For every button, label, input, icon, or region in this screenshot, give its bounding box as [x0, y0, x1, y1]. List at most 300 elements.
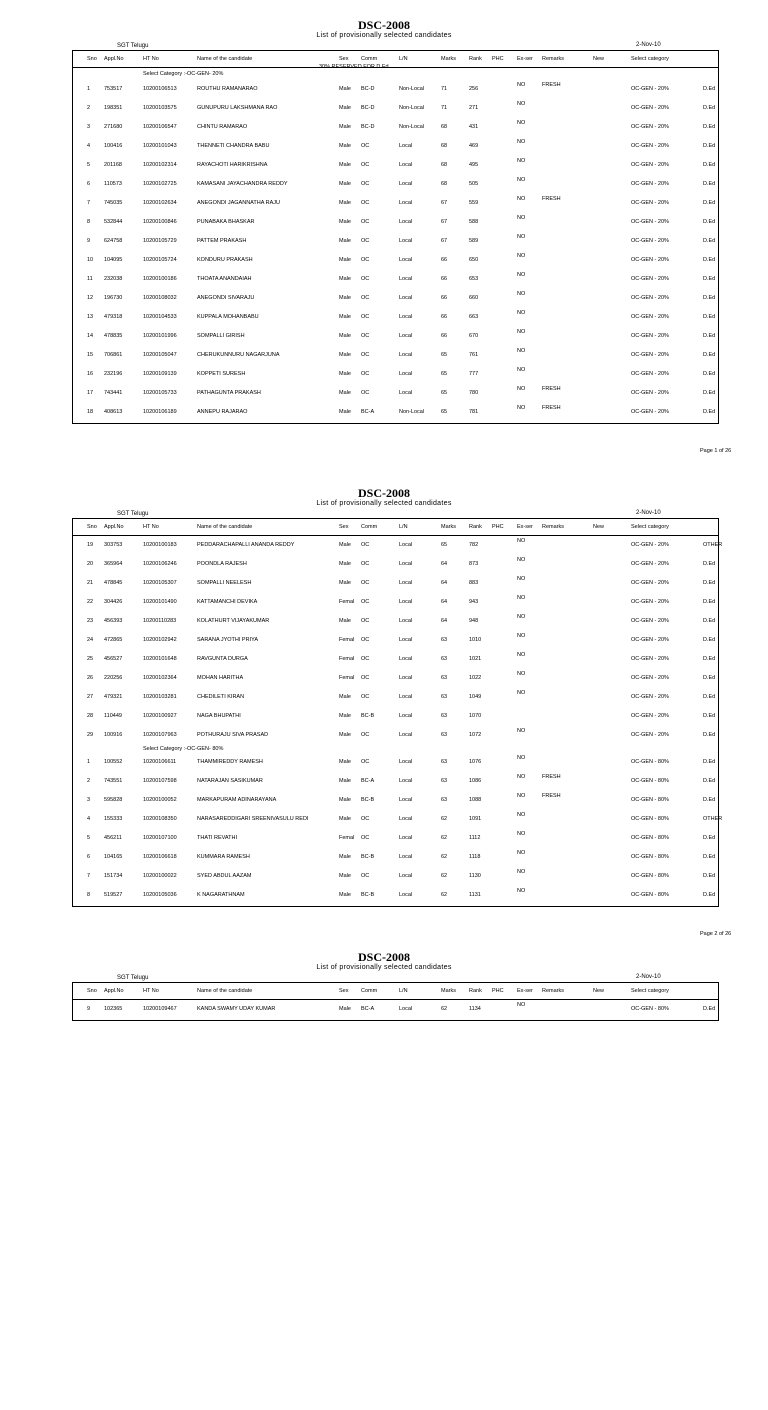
table-row[interactable]	[73, 612, 718, 631]
cell-rank: 1049	[469, 694, 482, 700]
cell-sex: Male	[339, 1006, 351, 1012]
cell-ex-ser: NO	[517, 812, 526, 818]
cell-ht-no: 10200105729	[143, 238, 177, 244]
cell-name: PATHAGUNTA PRAKASH	[197, 390, 261, 396]
cell-ex-ser: NO	[517, 633, 526, 639]
cell-rank: 782	[469, 542, 479, 548]
cell-qualification: D.Ed	[703, 238, 716, 244]
cell-marks: 62	[441, 835, 448, 841]
cell-comm: OC	[361, 656, 370, 662]
cell-comm: OC	[361, 835, 370, 841]
cell-sex: Male	[339, 561, 351, 567]
cell-ex-ser: NO	[517, 557, 526, 563]
cell-local: Local	[399, 162, 413, 168]
cell-appl-no: 155333	[104, 816, 123, 822]
cell-comm: BC-D	[361, 105, 375, 111]
table-row[interactable]	[73, 232, 718, 251]
cell-ex-ser: NO	[517, 850, 526, 856]
cell-sex: Male	[339, 873, 351, 879]
cell-rank: 761	[469, 352, 479, 358]
cell-local: Non-Local	[399, 124, 425, 130]
cell-comm: OC	[361, 333, 370, 339]
cell-comm: BC-D	[361, 124, 375, 130]
cell-rank: 1086	[469, 778, 482, 784]
page-title: DSC-2008	[357, 18, 410, 32]
cell-remarks: FRESH	[542, 774, 561, 780]
table-row[interactable]	[73, 346, 718, 365]
cell-rank: 1021	[469, 656, 482, 662]
cell-sno: 7	[87, 873, 91, 879]
cell-select-category: OC-GEN - 20%	[631, 580, 669, 586]
cell-ex-ser: NO	[517, 291, 526, 297]
cell-marks: 64	[441, 580, 448, 586]
column-header-sex: Sex	[339, 524, 349, 530]
cell-local: Local	[399, 835, 413, 841]
cell-name: KATTAMANCHI DEVIKA	[197, 599, 258, 605]
cell-select-category: OC-GEN - 20%	[631, 181, 669, 187]
column-header-sno: Sno	[87, 56, 97, 62]
cell-comm: OC	[361, 371, 370, 377]
cell-name: ANEGONDI SIVARAJU	[197, 295, 255, 301]
cell-comm: OC	[361, 694, 370, 700]
cell-select-category: OC-GEN - 20%	[631, 542, 669, 548]
cell-select-category: OC-GEN - 20%	[631, 314, 669, 320]
cell-appl-no: 232038	[104, 276, 123, 282]
cell-qualification: D.Ed	[703, 694, 716, 700]
cell-sex: Male	[339, 181, 351, 187]
cell-sex: Male	[339, 371, 351, 377]
cell-marks: 66	[441, 333, 448, 339]
cell-select-category: OC-GEN - 20%	[631, 162, 669, 168]
cell-rank: 1118	[469, 854, 481, 860]
column-header-exser: Ex-ser	[517, 56, 533, 62]
cell-local: Local	[399, 200, 413, 206]
table-row[interactable]	[73, 536, 723, 555]
table-row[interactable]	[73, 156, 718, 175]
table-row[interactable]	[73, 384, 718, 403]
cell-ex-ser: NO	[517, 196, 526, 202]
cell-select-category: OC-GEN - 20%	[631, 200, 669, 206]
cell-sno: 4	[87, 816, 91, 822]
cell-appl-no: 595828	[104, 797, 123, 803]
cell-sex: Male	[339, 219, 351, 225]
cell-name: NARASAREDDIGARI SREENIVASULU REDI	[197, 816, 309, 822]
cell-name: SYED ABDUL AAZAM	[197, 873, 252, 879]
table-row[interactable]	[73, 99, 718, 118]
table-row[interactable]	[73, 175, 718, 194]
cell-ht-no: 10200104533	[143, 314, 177, 320]
date-label: 2-Nov-10	[636, 510, 661, 516]
column-header-remarks: Remarks	[542, 988, 565, 994]
cell-ht-no: 10200105733	[143, 390, 177, 396]
cell-appl-no: 100416	[104, 143, 123, 149]
table-row[interactable]	[73, 650, 718, 669]
table-row[interactable]	[73, 669, 718, 688]
cell-remarks: FRESH	[542, 793, 561, 799]
cell-select-category: OC-GEN - 20%	[631, 599, 669, 605]
cell-local: Non-Local	[399, 105, 425, 111]
page-number: Page 1 of 26	[700, 448, 732, 454]
cell-ht-no: 10200101648	[143, 656, 177, 662]
cell-appl-no: 110449	[104, 713, 122, 719]
cell-ht-no: 10200102364	[143, 675, 177, 681]
cell-local: Local	[399, 854, 413, 860]
cell-sno: 5	[87, 162, 91, 168]
cell-ht-no: 10200100186	[143, 276, 177, 282]
cell-appl-no: 220256	[104, 675, 123, 681]
column-header-new: New	[593, 988, 605, 994]
cell-name: NAGA BHUPATHI	[197, 713, 241, 719]
cell-name: MARKAPURAM ADINARAYANA	[197, 797, 277, 803]
cell-marks: 62	[441, 854, 448, 860]
cell-select-category: OC-GEN - 20%	[631, 333, 669, 339]
cell-name: KONDURU PRAKASH	[197, 257, 253, 263]
cell-rank: 1130	[469, 873, 481, 879]
cell-ex-ser: NO	[517, 348, 526, 354]
table-row[interactable]	[73, 308, 718, 327]
cell-ht-no: 10200107598	[143, 778, 177, 784]
cell-comm: BC-A	[361, 1006, 375, 1012]
cell-sno: 22	[87, 599, 94, 605]
table-row[interactable]	[73, 688, 718, 707]
column-header-comm: Comm	[361, 56, 378, 62]
cell-comm: OC	[361, 276, 370, 282]
cell-marks: 64	[441, 599, 448, 605]
cell-appl-no: 198351	[104, 105, 123, 111]
cell-comm: BC-B	[361, 892, 375, 898]
cell-select-category: OC-GEN - 20%	[631, 409, 669, 415]
cell-ht-no: 10200106547	[143, 124, 177, 130]
table-row[interactable]	[73, 574, 718, 593]
cell-qualification: D.Ed	[703, 1006, 716, 1012]
cell-sex: Male	[339, 333, 351, 339]
cell-ex-ser: NO	[517, 728, 526, 734]
cell-comm: OC	[361, 816, 370, 822]
cell-sex: Male	[339, 200, 351, 206]
cell-marks: 62	[441, 892, 448, 898]
column-header-exser: Ex-ser	[517, 988, 533, 994]
table-row[interactable]	[73, 772, 718, 791]
cell-comm: OC	[361, 181, 370, 187]
cell-name: PATTEM PRAKASH	[197, 238, 247, 244]
cell-ex-ser: NO	[517, 614, 526, 620]
cell-appl-no: 532844	[104, 219, 123, 225]
page-subtitle: List of provisionally selected candidates	[316, 500, 452, 507]
cell-comm: OC	[361, 352, 370, 358]
column-header-selcat: Select category	[631, 56, 669, 62]
cell-ex-ser: NO	[517, 158, 526, 164]
cell-appl-no: 456393	[104, 618, 123, 624]
cell-rank: 1091	[469, 816, 482, 822]
cell-marks: 66	[441, 314, 448, 320]
cell-qualification: D.Ed	[703, 732, 716, 738]
table-row[interactable]	[73, 289, 718, 308]
cell-comm: OC	[361, 219, 370, 225]
table-row[interactable]	[73, 810, 723, 829]
cell-ht-no: 10200106611	[143, 759, 177, 765]
cell-qualification: D.Ed	[703, 854, 716, 860]
cell-name: KAMASANI JAYACHANDRA REDDY	[197, 181, 288, 187]
cell-sno: 6	[87, 854, 91, 860]
table-row[interactable]	[73, 137, 718, 156]
cell-ht-no: 10200110283	[143, 618, 177, 624]
cell-marks: 67	[441, 200, 448, 206]
cell-rank: 781	[469, 409, 479, 415]
cell-comm: BC-A	[361, 409, 375, 415]
cell-local: Local	[399, 276, 413, 282]
cell-select-category: OC-GEN - 20%	[631, 618, 669, 624]
cell-name: KANDA SWAMY UDAY KUMAR	[197, 1006, 276, 1012]
cell-comm: OC	[361, 314, 370, 320]
table-header	[72, 982, 719, 1000]
table-row[interactable]	[73, 194, 718, 213]
cell-local: Local	[399, 732, 413, 738]
column-header-marks: Marks	[441, 524, 456, 530]
page-subtitle: List of provisionally selected candidates	[316, 964, 452, 971]
subject-label: SGT Telugu	[117, 511, 149, 517]
table-row[interactable]	[73, 791, 718, 810]
cell-marks: 63	[441, 797, 448, 803]
cell-appl-no: 479318	[104, 314, 123, 320]
cell-marks: 65	[441, 409, 448, 415]
cell-name: SOMPALLI NEELESH	[197, 580, 252, 586]
cell-sno: 15	[87, 352, 94, 358]
cell-rank: 873	[469, 561, 479, 567]
cell-sex: Male	[339, 390, 351, 396]
table-row[interactable]	[73, 80, 718, 99]
cell-appl-no: 519527	[104, 892, 123, 898]
cell-ex-ser: NO	[517, 405, 526, 411]
cell-appl-no: 479321	[104, 694, 123, 700]
cell-name: THOATA ANANDAIAH	[197, 276, 252, 282]
cell-sno: 12	[87, 295, 94, 301]
cell-ht-no: 10200107100	[143, 835, 177, 841]
cell-qualification: D.Ed	[703, 580, 716, 586]
cell-sno: 5	[87, 835, 91, 841]
cell-sno: 8	[87, 892, 91, 898]
cell-select-category: OC-GEN - 20%	[631, 561, 669, 567]
cell-name: THATI REVATHI	[197, 835, 238, 841]
cell-local: Local	[399, 656, 413, 662]
cell-comm: OC	[361, 873, 370, 879]
cell-sex: Male	[339, 352, 351, 358]
cell-ex-ser: NO	[517, 329, 526, 335]
cell-ht-no: 10200103281	[143, 694, 177, 700]
cell-qualification: D.Ed	[703, 200, 716, 206]
table-row[interactable]	[73, 829, 718, 848]
column-header-rank: Rank	[469, 988, 482, 994]
table-row[interactable]	[73, 1000, 718, 1019]
cell-rank: 1112	[469, 835, 481, 841]
cell-ex-ser: NO	[517, 1002, 526, 1008]
cell-ex-ser: NO	[517, 576, 526, 582]
column-header-new: New	[593, 56, 605, 62]
cell-local: Local	[399, 371, 413, 377]
table-body	[72, 64, 719, 424]
cell-sex: Male	[339, 694, 351, 700]
cell-ht-no: 10200101043	[143, 143, 177, 149]
table-row[interactable]	[73, 365, 718, 384]
column-header-ht: HT No	[143, 56, 159, 62]
cell-ht-no: 10200106189	[143, 409, 177, 415]
cell-sno: 17	[87, 390, 94, 396]
column-header-name: Name of the candidate	[197, 988, 253, 994]
cell-rank: 589	[469, 238, 479, 244]
cell-sex: Male	[339, 816, 351, 822]
column-header-name: Name of the candidate	[197, 56, 253, 62]
category-label: Select Category :-OC-GEN- 20%	[143, 71, 224, 77]
cell-local: Local	[399, 333, 413, 339]
table-row[interactable]	[73, 118, 718, 137]
cell-select-category: OC-GEN - 80%	[631, 778, 669, 784]
table-row[interactable]	[73, 753, 718, 772]
cell-marks: 62	[441, 1006, 448, 1012]
cell-sex: Femal	[339, 675, 355, 681]
cell-comm: OC	[361, 618, 370, 624]
cell-name: GUNUPURU LAKSHMANA RAO	[197, 105, 278, 111]
cell-local: Local	[399, 314, 413, 320]
cell-ex-ser: NO	[517, 272, 526, 278]
cell-rank: 588	[469, 219, 479, 225]
table-body	[72, 1000, 719, 1021]
column-header-comm: Comm	[361, 524, 378, 530]
cell-marks: 63	[441, 694, 448, 700]
cell-marks: 68	[441, 143, 448, 149]
cell-appl-no: 478835	[104, 333, 123, 339]
cell-qualification: D.Ed	[703, 219, 716, 225]
table-row[interactable]	[73, 251, 718, 270]
cell-name: ANEGONDI JAGANNATHA RAJU	[197, 200, 281, 206]
table-row[interactable]	[73, 867, 718, 886]
cell-local: Local	[399, 892, 413, 898]
cell-marks: 62	[441, 873, 448, 879]
column-header-ht: HT No	[143, 524, 159, 530]
cell-qualification: D.Ed	[703, 797, 716, 803]
cell-ex-ser: NO	[517, 595, 526, 601]
cell-name: RAVGUNTA DURGA	[197, 656, 248, 662]
cell-select-category: OC-GEN - 20%	[631, 257, 669, 263]
cell-sex: Male	[339, 295, 351, 301]
cell-sex: Male	[339, 854, 351, 860]
cell-rank: 1070	[469, 713, 482, 719]
table-row[interactable]	[73, 707, 718, 726]
table-row[interactable]	[73, 403, 718, 422]
cell-marks: 63	[441, 732, 448, 738]
page-title: DSC-2008	[357, 486, 410, 500]
column-header-ht: HT No	[143, 988, 159, 994]
cell-qualification: D.Ed	[703, 713, 716, 719]
cell-local: Local	[399, 618, 413, 624]
cell-select-category: OC-GEN - 20%	[631, 637, 669, 643]
cell-qualification: D.Ed	[703, 371, 716, 377]
cell-ex-ser: NO	[517, 652, 526, 658]
cell-name: KOPPETI SURESH	[197, 371, 246, 377]
table-row[interactable]	[73, 631, 718, 650]
cell-sex: Male	[339, 618, 351, 624]
cell-qualification: D.Ed	[703, 314, 716, 320]
cell-name: SARANA JYOTHI PRIYA	[197, 637, 259, 643]
cell-name: RAYACHOTI HARIKRISHNA	[197, 162, 268, 168]
cell-qualification: D.Ed	[703, 409, 716, 415]
cell-marks: 65	[441, 371, 448, 377]
cell-sex: Male	[339, 86, 351, 92]
cell-name: PEDDARACHAPALLI ANANDA REDDY	[197, 542, 295, 548]
cell-local: Local	[399, 816, 413, 822]
cell-local: Non-Local	[399, 409, 425, 415]
column-header-rank: Rank	[469, 56, 482, 62]
cell-ht-no: 10200100927	[143, 713, 177, 719]
cell-appl-no: 110573	[104, 181, 122, 187]
column-header-lnl: L/N	[399, 56, 408, 62]
cell-ex-ser: NO	[517, 869, 526, 875]
column-header-selcat: Select category	[631, 988, 669, 994]
cell-comm: OC	[361, 599, 370, 605]
table-row[interactable]	[73, 593, 718, 612]
column-header-phc: PHC	[492, 988, 504, 994]
cell-sno: 21	[87, 580, 94, 586]
cell-marks: 65	[441, 390, 448, 396]
cell-rank: 505	[469, 181, 479, 187]
cell-select-category: OC-GEN - 80%	[631, 797, 669, 803]
cell-sex: Femal	[339, 656, 355, 662]
cell-ht-no: 10200105724	[143, 257, 177, 263]
cell-ex-ser: NO	[517, 367, 526, 373]
cell-appl-no: 196730	[104, 295, 123, 301]
cell-marks: 71	[441, 105, 448, 111]
cell-appl-no: 201168	[104, 162, 122, 168]
column-header-appl: Appl.No	[104, 524, 124, 530]
cell-select-category: OC-GEN - 20%	[631, 276, 669, 282]
cell-qualification: OTHER	[703, 542, 723, 548]
cell-ht-no: 10200105047	[143, 352, 177, 358]
column-header-appl: Appl.No	[104, 988, 124, 994]
subject-label: SGT Telugu	[117, 43, 149, 49]
cell-rank: 670	[469, 333, 479, 339]
table-row[interactable]	[73, 213, 718, 232]
cell-marks: 68	[441, 162, 448, 168]
cell-appl-no: 365964	[104, 561, 123, 567]
cell-marks: 66	[441, 276, 448, 282]
cell-name: ANNEPU RAJARAO	[197, 409, 248, 415]
cell-appl-no: 753517	[104, 86, 123, 92]
cell-ht-no: 10200108032	[143, 295, 177, 301]
table-row[interactable]	[73, 886, 718, 905]
cell-comm: OC	[361, 561, 370, 567]
table-row[interactable]	[73, 327, 718, 346]
table-row[interactable]	[73, 726, 718, 745]
cell-select-category: OC-GEN - 20%	[631, 732, 669, 738]
cell-local: Local	[399, 219, 413, 225]
table-row[interactable]	[73, 270, 718, 289]
table-row[interactable]	[73, 555, 718, 574]
cell-select-category: OC-GEN - 20%	[631, 124, 669, 130]
cell-comm: BC-D	[361, 86, 375, 92]
cell-rank: 1131	[469, 892, 481, 898]
category-label: Select Category :-OC-GEN- 80%	[143, 746, 224, 752]
cell-name: SOMPALLI GIRISH	[197, 333, 245, 339]
cell-comm: BC-B	[361, 713, 375, 719]
column-header-sex: Sex	[339, 988, 349, 994]
cell-select-category: OC-GEN - 80%	[631, 892, 669, 898]
cell-appl-no: 102365	[104, 1006, 123, 1012]
date-label: 2-Nov-10	[636, 42, 661, 48]
cell-sex: Male	[339, 105, 351, 111]
cell-rank: 1010	[469, 637, 482, 643]
table-body	[72, 536, 723, 907]
cell-sno: 27	[87, 694, 94, 700]
table-row[interactable]	[73, 848, 718, 867]
cell-sex: Male	[339, 797, 351, 803]
